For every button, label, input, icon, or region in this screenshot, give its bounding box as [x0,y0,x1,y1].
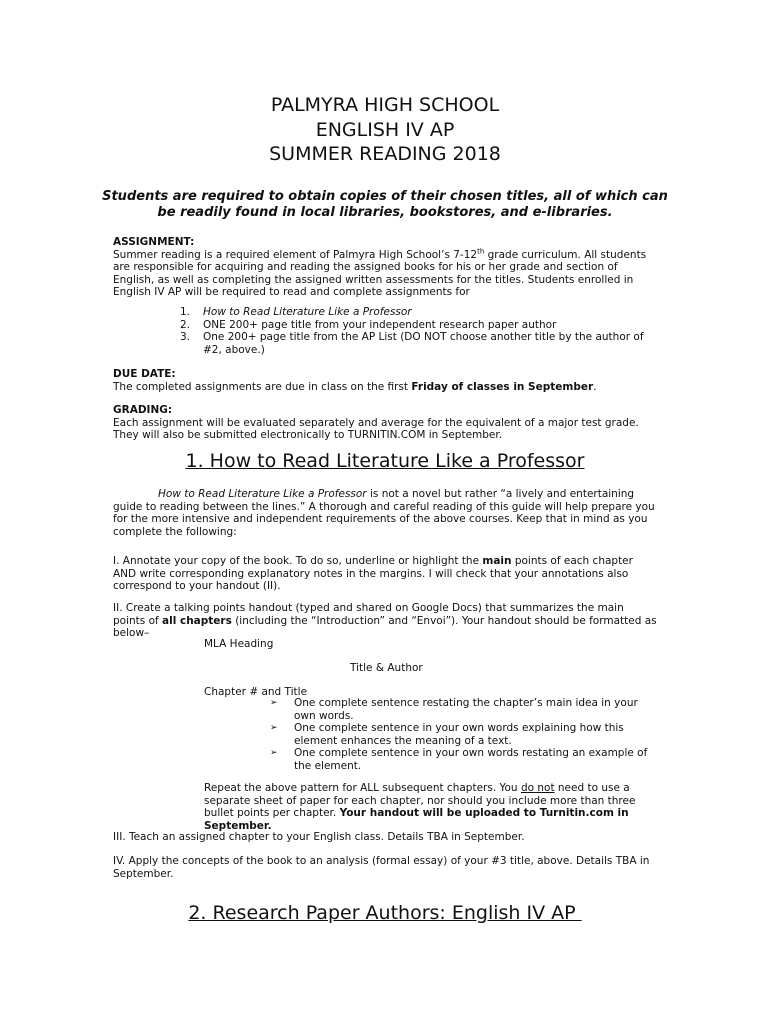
assignment-text-part: Summer reading is a required element of Palmyra High School’s 7-12 [113,248,478,261]
assignment-text-part: grade curriculum. All students are responsible for acquiring and reading the assigned books for his or her grade and section of English, as well as completing the assigned written assessments for the titles. Students enrolled in English IV AP will be required to read and complete assignments for [113,248,647,298]
bullet-text: One complete sentence restating the chapter’s main idea in your own words. [294,697,638,722]
task-annotate [113,555,658,593]
section-1-heading-text: 1. How to Read Literature Like a Professor [185,450,585,472]
due-date-section [113,368,658,393]
repeat-text-part: need to use a separate sheet of paper for each chapter, nor should you include more than three bullet points per chapter. [204,782,636,819]
superscript: th [477,247,485,255]
list-item [180,331,650,356]
assignment-label: ASSIGNMENT: [113,236,195,248]
list-number: 1. [180,306,191,318]
chapter-title-line: Chapter # and Title [204,686,308,698]
list-item [180,319,650,332]
grading-text: Each assignment will be evaluated separately and average for the equivalent of a major test grade. They will also be submitted electronically to TURNITIN.COM in September. [113,416,639,441]
due-text-part: . [593,380,597,393]
arrow-bullet-icon: ➢ [270,748,278,758]
grading-label: GRADING: [113,404,173,416]
task-handout [113,602,658,640]
assignment-text [113,249,658,299]
list-item [270,697,660,722]
repeat-text-part: Repeat the above pattern for ALL subsequent chapters. You [204,782,521,794]
bullet-text: One complete sentence in your own words restating an example of the element. [294,747,648,772]
intro-text-part: is not a novel but rather “a lively and entertaining guide to reading between the lines.” A thorough and careful reading of this guide will help prepare you for the more intensive and independent requirements of the above courses. Keep that in mind as you complete the following: [113,488,655,538]
handout-bullet-list [270,697,660,772]
repeat-text-underlined: do not [520,782,555,794]
due-text-bold: Friday of classes in September [411,380,594,393]
list-text: ONE 200+ page title from your independent research paper author [203,318,557,331]
school-name: PALMYRA HIGH SCHOOL [270,94,500,116]
list-item [270,722,660,747]
arrow-bullet-icon: ➢ [270,723,278,733]
book-title: How to Read Literature Like a Professor [158,488,367,500]
task-apply: IV. Apply the concepts of the book to an analysis (formal essay) of your #3 title, above. Details TBA in September. [113,855,650,880]
document-header [0,93,770,167]
assignment-section [113,236,658,299]
list-item [180,306,650,319]
repeat-instructions [204,782,659,832]
list-text: One 200+ page title from the AP List (DO NOT choose another title by the author of #2, above.) [203,331,644,356]
due-date-label: DUE DATE: [113,368,176,380]
task-text-part: II. Create a talking points handout (typed and shared on Google Docs) that summarizes the main points of [113,602,624,627]
repeat-text-bold: Your handout will be uploaded to Turnitin.com in September. [204,807,629,832]
task-text-part: I. Annotate your copy of the book. To do so, underline or highlight the [113,555,483,567]
arrow-bullet-icon: ➢ [270,698,278,708]
section-2-heading-text: 2. Research Paper Authors: English IV AP [188,902,582,924]
section-1-heading [0,450,770,472]
course-name: ENGLISH IV AP [315,118,455,141]
due-text-part: The completed assignments are due in class on the first [113,380,412,393]
task-text-bold: all chapters [162,614,232,627]
task-text-bold: main [482,555,512,567]
bullet-text: One complete sentence in your own words explaining how this element enhances the meaning of a text. [294,722,624,747]
grading-section [113,404,658,442]
list-item [270,747,660,772]
title-author: Title & Author [350,662,423,674]
mla-heading: MLA Heading [204,638,274,650]
intro-statement: Students are required to obtain copies of their chosen titles, all of which can be readily found in local libraries, bookstores, and e-libraries. [102,189,668,220]
section-1-intro-text [113,488,658,538]
task-text-part: points of each chapter AND write corresponding explanatory notes in the margins. I will check that your annotations also correspond to your handout (II). [113,555,633,592]
task-text-part: (including the “Introduction” and “Envoi”). Your handout should be formatted as below– [113,614,657,639]
section-2-heading [0,902,770,924]
list-number: 3. [180,331,191,343]
task-teach: III. Teach an assigned chapter to your English class. Details TBA in September. [113,831,525,843]
assignment-list [180,306,650,356]
list-number: 2. [180,318,191,331]
section-1-intro [113,488,658,538]
document-title: SUMMER READING 2018 [269,143,501,165]
list-text: How to Read Literature Like a Professor [203,306,412,318]
due-date-text [113,381,658,394]
